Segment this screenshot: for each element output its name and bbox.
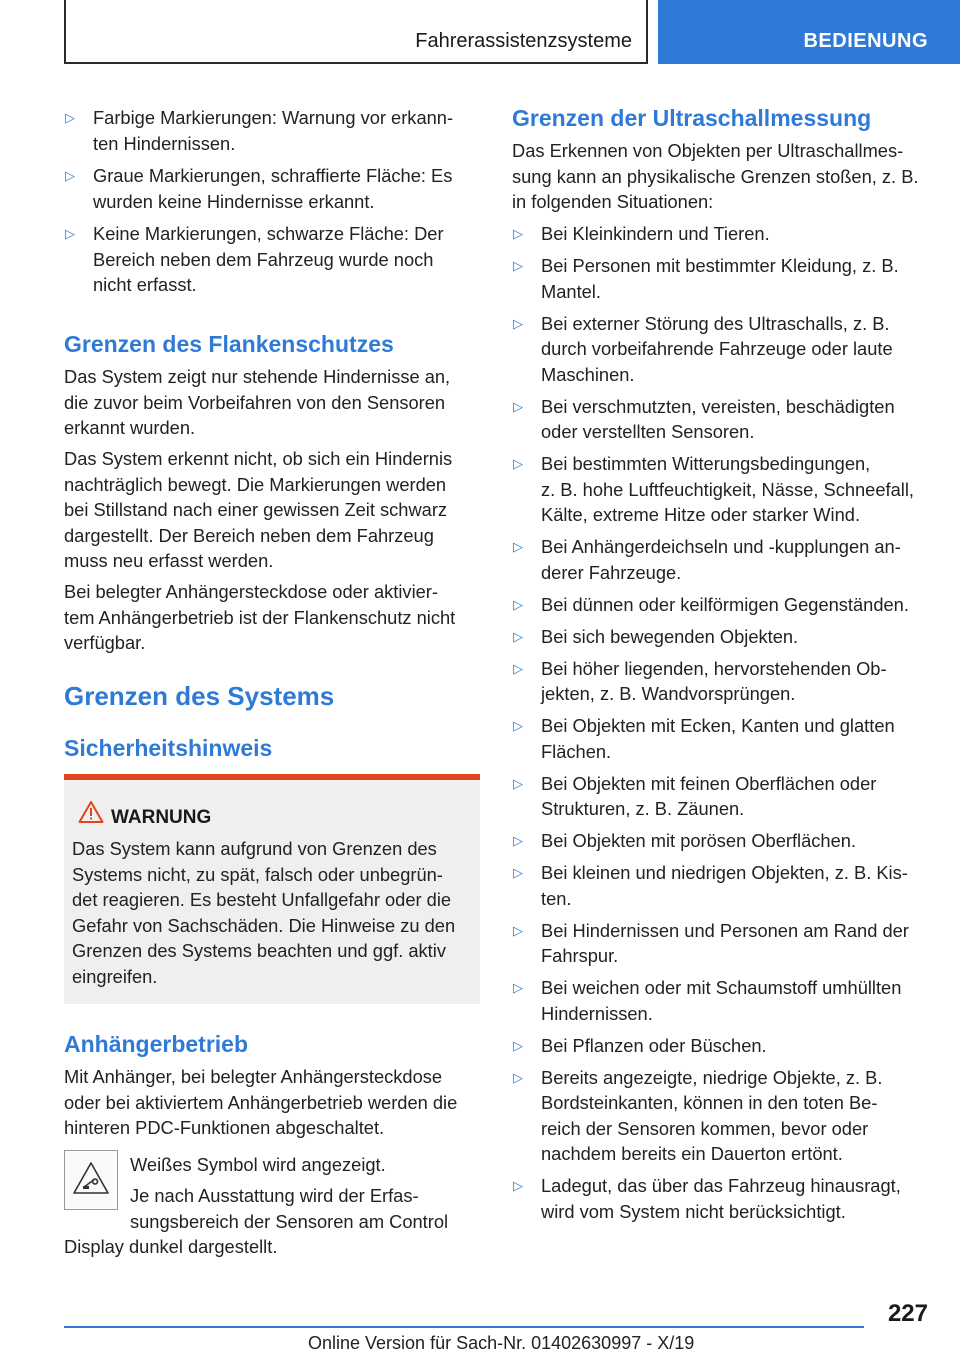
list-item-text: Bei Personen mit bestimmter Kleidung, z. B. Mantel. bbox=[541, 255, 899, 302]
list-item-text: Bei Objekten mit Ecken, Kanten und glatten Flächen. bbox=[541, 715, 895, 762]
triangle-right-icon: ▷ bbox=[513, 865, 523, 880]
list-item-text: Bei Kleinkindern und Tieren. bbox=[541, 223, 770, 244]
heading-trailer-mode: Anhängerbetrieb bbox=[64, 1031, 249, 1057]
list-item-text: Bei Objekten mit porösen Oberflächen. bbox=[541, 830, 857, 851]
list-item-text: Bei sich bewegenden Objekten. bbox=[541, 625, 799, 647]
heading-safety-note: Sicherheitshinweis bbox=[64, 735, 273, 761]
list-item-text: Bereits angezeigte, niedrige Objekte, z. B. Bordsteinkanten, können in den toten Be- reich der Sensoren kommen, bevor oder nachdem bereits ein Dauerton ertönt. bbox=[541, 1066, 883, 1164]
paragraph-ultrasonic: Das Erkennen von Objekten per Ultraschallmes- sung kann an physikalische Grenzen stoßen, z. B. in folgenden Situationen: bbox=[512, 140, 919, 212]
list-item-text: Bei Anhängerdeichseln und -kupplungen an- derer Fahrzeuge. bbox=[541, 536, 901, 583]
triangle-right-icon: ▷ bbox=[513, 258, 523, 273]
list-item-text: Ladegut, das über das Fahrzeug hinausragt, wird vom System nicht berücksichtigt. bbox=[541, 1175, 901, 1222]
list-item-text: Bei verschmutzten, vereisten, beschädigten oder verstellten Sensoren. bbox=[541, 395, 895, 442]
list-item-text: Bei Pflanzen oder Büschen. bbox=[541, 1034, 767, 1056]
list-item-text: Bei Hindernissen und Personen am Rand der Fahrspur. bbox=[541, 919, 909, 966]
warning-title: WARNUNG bbox=[111, 807, 212, 828]
triangle-right-icon: ▷ bbox=[65, 226, 75, 241]
list-item-text: Bei externer Störung des Ultraschalls, z. B. durch vorbeifahrende Fahrzeuge oder laute Maschinen. bbox=[541, 312, 893, 385]
header-section-box bbox=[64, 0, 648, 64]
list-item-text: Bei weichen oder mit Schaumstoff umhüllten Hindernissen. bbox=[541, 977, 902, 1024]
list-item-text: Bei dünnen oder keilförmigen Gegenständen. bbox=[541, 593, 909, 615]
paragraph-flank-1: Das System zeigt nur stehende Hindernisse an, die zuvor beim Vorbeifahren von den Sensoren erkannt wurden. bbox=[64, 366, 451, 438]
triangle-right-icon: ▷ bbox=[513, 628, 523, 644]
footer-online-version: Online Version für Sach-Nr. 01402630997 - X/19 bbox=[308, 1333, 695, 1353]
triangle-right-icon: ▷ bbox=[513, 315, 523, 331]
paragraph-symbol-3: Display dunkel dargestellt. bbox=[64, 1236, 278, 1257]
triangle-right-icon: ▷ bbox=[513, 1178, 523, 1193]
footer-divider bbox=[64, 1326, 864, 1328]
list-item-text: Bei höher liegenden, hervorstehenden Ob- jekten, z. B. Wandvorsprüngen. bbox=[541, 657, 887, 704]
heading-flank-protection: Grenzen des Flankenschutzes bbox=[64, 331, 394, 357]
warning-box bbox=[64, 774, 480, 1004]
triangle-right-icon: ▷ bbox=[65, 168, 75, 183]
paragraph-symbol-2: Je nach Ausstattung wird der Erfas- sungsbereich der Sensoren am Control bbox=[130, 1185, 449, 1232]
triangle-right-icon: ▷ bbox=[513, 660, 523, 676]
triangle-right-icon: ▷ bbox=[513, 398, 523, 414]
warning-triangle-icon bbox=[78, 800, 104, 824]
triangle-right-icon: ▷ bbox=[513, 539, 523, 554]
list-item-text: Bei bestimmten Witterungsbedingungen, z. B. hohe Luftfeuchtigkeit, Nässe, Schneefall, Kälte, extreme Hitze oder starker Wind. bbox=[541, 453, 914, 525]
warning-text: Das System kann aufgrund von Grenzen des Systems nicht, zu spät, falsch oder unbegrün- det reagieren. Es besteht Unfallgefahr oder die Gefahr von Sachschäden. Die Hinweise zu den Grenzen des Systems beachten und ggf. aktiv eingreifen. bbox=[72, 838, 456, 987]
list-item-text: Farbige Markierungen: Warnung vor erkann- ten Hindernissen. bbox=[93, 107, 454, 154]
triangle-right-icon: ▷ bbox=[513, 833, 523, 848]
paragraph-trailer: Mit Anhänger, bei belegter Anhängersteckdose oder bei aktiviertem Anhängerbetrieb werden die hinteren PDC-Funktionen abgeschaltet. bbox=[64, 1066, 458, 1138]
list-item-text: Keine Markierungen, schwarze Fläche: Der Bereich neben dem Fahrzeug wurde noch nicht erfasst. bbox=[93, 223, 444, 295]
heading-system-limits: Grenzen des Systems bbox=[64, 681, 335, 711]
triangle-right-icon: ▷ bbox=[513, 456, 523, 471]
list-item-text: Bei Objekten mit feinen Oberflächen oder Strukturen, z. B. Zäunen. bbox=[541, 772, 877, 819]
paragraph-flank-3: Bei belegter Anhängersteckdose oder aktivier- tem Anhängerbetrieb ist der Flankenschutz nicht verfügbar. bbox=[64, 581, 456, 653]
pdc-trailer-symbol-icon bbox=[64, 1150, 118, 1210]
header-section-title: Fahrerassistenzsysteme bbox=[415, 30, 632, 52]
header-chapter-tab bbox=[658, 0, 960, 64]
list-item-text: Bei kleinen und niedrigen Objekten, z. B. Kis- ten. bbox=[541, 862, 908, 909]
triangle-right-icon: ▷ bbox=[513, 718, 523, 733]
list-item-text: Graue Markierungen, schraffierte Fläche: Es wurden keine Hindernisse erkannt. bbox=[93, 165, 453, 212]
triangle-right-icon: ▷ bbox=[513, 1037, 523, 1053]
triangle-right-icon: ▷ bbox=[513, 226, 523, 241]
page-number: 227 bbox=[887, 1300, 928, 1327]
paragraph-flank-2: Das System erkennt nicht, ob sich ein Hindernis nachträglich bewegt. Die Markierungen werden bei Stillstand nach einer gewissen Zeit schwarz dargestellt. Der Bereich neben dem Fahrzeug muss neu erfasst werden. bbox=[64, 448, 453, 571]
paragraph-symbol-1: Weißes Symbol wird angezeigt. bbox=[130, 1154, 386, 1175]
triangle-right-icon: ▷ bbox=[513, 980, 523, 995]
triangle-right-icon: ▷ bbox=[513, 775, 523, 791]
header-chapter-label: BEDIENUNG bbox=[803, 30, 928, 52]
heading-ultrasonic-limits: Grenzen der Ultraschallmessung bbox=[512, 105, 872, 131]
triangle-right-icon: ▷ bbox=[513, 922, 523, 938]
triangle-right-icon: ▷ bbox=[65, 110, 75, 125]
triangle-right-icon: ▷ bbox=[513, 1069, 523, 1085]
triangle-right-icon: ▷ bbox=[513, 596, 523, 612]
